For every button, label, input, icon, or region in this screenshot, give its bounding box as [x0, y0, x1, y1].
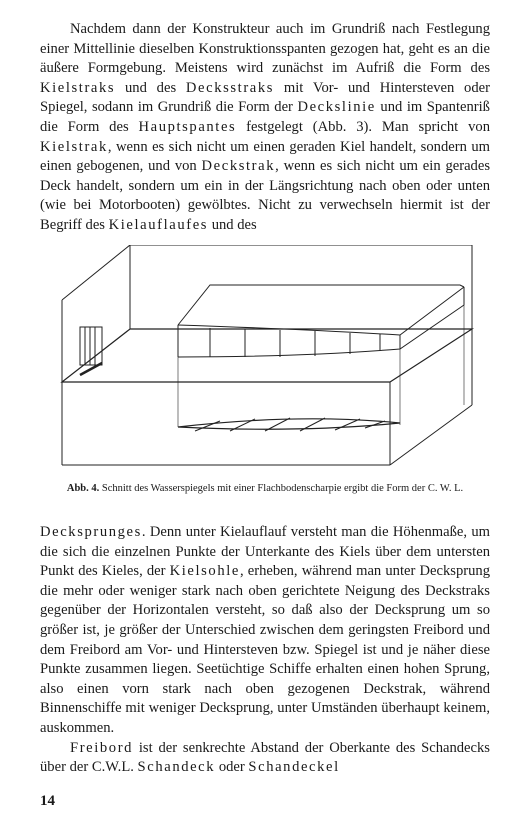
text-run: und des — [208, 216, 257, 233]
term-deckstrak: Deckstrak — [201, 158, 276, 175]
text-run: . Denn unter Kielauflauf versteht man die Höhenmaße, um die sich die einzelnen Punkte der Unterkante des Kiels über dem untersten Punkt des Kieles, der — [40, 524, 490, 580]
text-run: festgelegt (Abb. 3). Man spricht von — [236, 118, 490, 135]
term-decksprunges: Decksprunges — [40, 524, 142, 540]
waterline-hatch — [195, 421, 220, 431]
paragraph-2-text — [40, 523, 490, 739]
text-run: Nachdem dann der Konstrukteur auch im Grundriß nach Festlegung einer Mittellinie dieselben Konstruktionsspanten gezogen hat, geht es an die äußere Formgebung. Meistens wird zunächst im Aufriß die Form des — [40, 21, 490, 77]
figure-caption — [36, 482, 494, 496]
figure-label: Abb. 4. — [66, 483, 100, 494]
text-run: mit Vor- und Hintersteven oder Spiegel, sodann im Grundriß die Form der — [40, 79, 490, 116]
text-run: und im Spantenriß die Form des — [40, 99, 490, 135]
term-deckslinie: Deckslinie — [297, 99, 376, 116]
paragraph-1-text — [40, 20, 490, 236]
term-hauptspantes: Hauptspantes — [138, 118, 237, 135]
term-kielstrak: Kielstrak — [40, 138, 108, 155]
figure-caption-text: Schnitt des Wasserspiegels mit einer Flachbodenscharpie ergibt die Form der C. W. L. — [101, 483, 464, 494]
figure-illustration — [60, 245, 475, 475]
term-decksstraks: Decksstraks — [185, 79, 275, 96]
paragraph-3-text — [40, 739, 490, 778]
back-wall-edge — [62, 245, 130, 300]
hull-side-top — [178, 287, 464, 335]
text-run: , wenn es sich nicht um einen geraden Kiel handelt, sondern um einen gebogenen, und von — [40, 138, 490, 175]
term-kielsohle: Kielsohle — [169, 563, 240, 580]
paragraph-2 — [40, 523, 490, 778]
term-kielstraks: Kielstraks — [40, 79, 116, 96]
text-run: , wenn es sich nicht um ein gerades Deck handelt, sondern um ein in der Längsrichtung nach oben oder unten (wie bei Motorbooten) gewölbtes. Nicht zu verwechseln hiermit ist der Begriff des — [40, 158, 491, 233]
page-number: 14 — [40, 793, 55, 809]
term-schandeck: Schandeck — [137, 759, 216, 776]
term-schandeckel: Schandeckel — [248, 759, 340, 776]
text-run: ist der senkrechte Abstand der Oberkante des Schandecks über der C.W.L. — [40, 739, 490, 776]
paragraph-1 — [40, 20, 490, 236]
text-run: oder — [215, 759, 249, 776]
term-kielauflaufes: Kielauflaufes — [108, 216, 209, 233]
text-run: und des — [115, 79, 186, 96]
box-edge — [390, 405, 472, 465]
text-run: , erheben, während man unter Decksprung die mehr oder weniger stark nach oben gerichtete Neigung des Deckstraks gegenüber der Horizontalen versteht, so daß also der Decksprung um so größer ist, je größer der Unterschied zwischen dem geringsten Freibord und dem Freibord am Vor- und Hintersteven bzw. Spiegel ist und je näher diese Punkte zusammen liegen. Seetüchtige Schiffe erhalten einen hohen Sprung, also einen vorn stark nach oben gezogenen Deckstrak, während Binnenschiffe mit weniger Decksprung, unter Umständen überhaupt keinem, auskommen. — [40, 563, 490, 736]
waterline-hatch — [335, 419, 360, 430]
term-freibord: Freibord — [70, 739, 134, 756]
